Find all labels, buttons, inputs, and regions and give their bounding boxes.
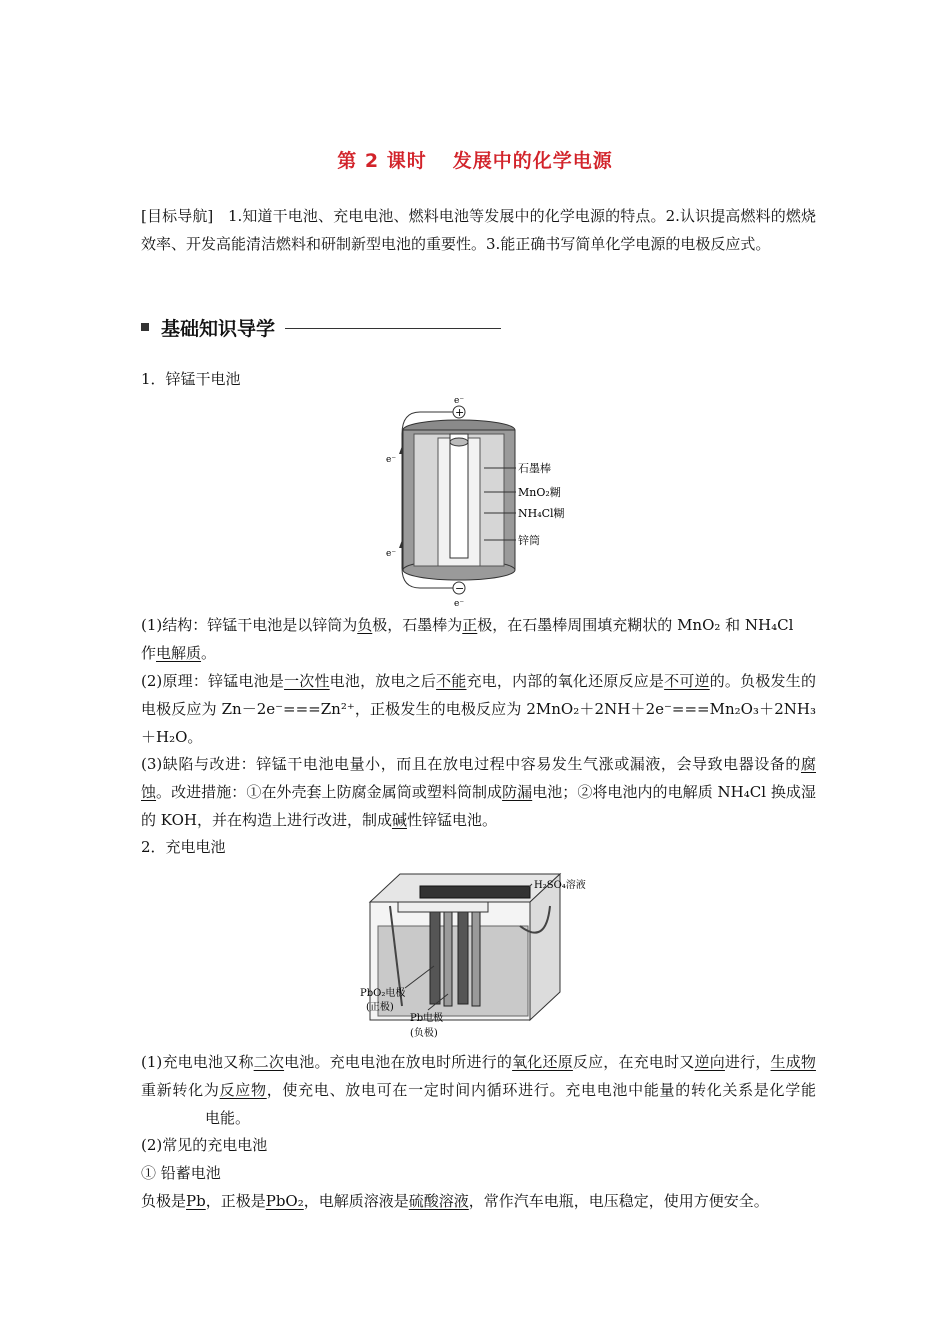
plate-3 [458,908,468,1004]
blank-answer: 不能 [436,672,467,690]
label-mno2: MnO₂糊 [518,486,561,499]
text: 电池，放电之后 [329,672,437,690]
text: 电池。充电电池在放电时所进行的 [284,1053,513,1071]
text: ，常作汽车电瓶，电压稳定，使用方便安全。 [468,1192,769,1210]
paragraph-rechargeable [141,1048,816,1132]
text: (3)缺陷与改进：锌锰干电池电量小，而且在放电过程中容易发生气涨或漏液，会导致电器设备的 [141,755,801,773]
terminal-bar [420,886,530,898]
goals-text: 1.知道干电池、充电电池、燃料电池等发展中的化学电源的特点。2.认识提高燃料的燃烧效率、开发高能清洁燃料和研制新型电池的重要性。3.能正确书写简单化学电源的电极反应式。 [141,207,816,253]
blank-answer: PbO₂ [265,1192,304,1210]
blank-answer: 不可逆 [664,672,710,690]
text: ，使充电、放电可在一定时间内循环进行。充电电池中能量的转化关系是化学能 [266,1081,816,1099]
blank-answer: 反应物 [219,1081,267,1099]
plus-sign: + [455,406,465,419]
electron-label-bottom: e⁻ [454,599,465,608]
text: ，电解质溶液是 [303,1192,409,1210]
blank-answer: 二次 [253,1053,285,1071]
section-divider [285,328,501,329]
heading-rechargeable: 2．充电电池 [141,838,226,856]
blank-answer: 生成物 [770,1053,816,1071]
paragraph-principle [141,667,816,751]
goals-label: [目标导航] [141,207,214,225]
blank-answer: 腐蚀 [141,755,816,801]
text: (1)结构：锌锰干电池是以锌筒为 [141,616,358,634]
text: 极，在石墨棒周围填充糊状的 MnO₂ 和 NH₄Cl [477,616,794,634]
lead-acid-battery-diagram [350,866,620,1046]
label-pb: Pb电极 [410,1013,444,1024]
square-bullet-icon [141,323,149,331]
blank-answer: 负 [357,616,373,634]
text: 负极是 [141,1192,187,1210]
blank-answer: 正 [462,616,478,634]
text: 。改进措施：①在外壳套上防腐金属筒或塑料筒制成 [156,783,503,801]
label-graphite-rod: 石墨棒 [518,462,551,475]
paragraph-lead-acid: ① 铅蓄电池 [141,1164,221,1182]
pb-plate [444,912,452,1006]
connector-bar [398,902,488,912]
blank-answer: 逆向 [694,1053,725,1071]
paragraph-lead-acid-detail [141,1187,816,1215]
pbo2-plate [430,908,440,1004]
text: 反应，在充电时又 [572,1053,695,1071]
section-title: 基础知识导学 [161,317,276,340]
text: (1)充电电池又称 [141,1053,254,1071]
electron-label-left-2: e⁻ [386,549,397,559]
text: 充电，内部的氧化还原反应是 [466,672,665,690]
rod-cap [450,438,468,446]
blank-answer: Pb [186,1192,206,1210]
text: 重新转化为 [141,1081,220,1099]
paragraph-improvement [141,750,816,834]
graphite-rod [450,434,468,558]
blank-answer: 电解质 [156,644,202,662]
page-title [0,146,950,173]
title-lesson: 第 2 课时 [337,150,427,172]
label-nh4cl: NH₄Cl糊 [518,507,565,520]
learning-goals [141,202,816,258]
blank-answer: 硫酸溶液 [408,1192,469,1210]
minus-sign: − [455,582,465,595]
text: 的。负极发生的电极反应为 Zn－2e⁻===Zn²⁺，正极发生的电极反应为 2MnO₂＋2NH＋2e⁻===Mn₂O₃＋2NH₃＋H₂O。 [141,672,816,746]
title-topic: 发展中的化学电源 [452,150,613,172]
blank-answer: 氧化还原 [512,1053,573,1071]
text: ，正极是 [205,1192,266,1210]
section-header [141,314,501,340]
text: 极，石墨棒为 [372,616,463,634]
text: 进行， [724,1053,771,1071]
blank-answer: 一次性 [284,672,330,690]
text: 电池；②将电池内的电解质 NH₄Cl 换成湿的 KOH，并在构造上进行改进，制成 [141,783,816,829]
heading-zinc-manganese: 1．锌锰干电池 [141,370,241,388]
text: 电能。 [205,1109,251,1127]
text: 。 [201,644,217,662]
paragraph-common-batteries: (2)常见的充电电池 [141,1136,268,1154]
plate-4 [472,912,480,1006]
electron-label-top: e⁻ [454,396,465,406]
blank-answer: 碱 [391,811,407,829]
paragraph-structure [141,611,816,667]
text: 性锌锰电池。 [406,811,497,829]
label-h2so4: H₂SO₄溶液 [534,880,586,891]
text: 作 [141,644,157,662]
electron-label-left: e⁻ [386,455,397,465]
text: (2)原理：锌锰电池是 [141,672,285,690]
label-pbo2: PbO₂电极 [360,988,406,999]
label-pb-sub: (负极) [410,1028,438,1039]
dry-cell-diagram [380,394,580,608]
blank-answer: 防漏 [502,783,533,801]
label-pbo2-sub: (正极) [366,1002,394,1013]
label-zinc-can: 锌筒 [518,534,540,547]
acid-solution [378,926,528,1016]
